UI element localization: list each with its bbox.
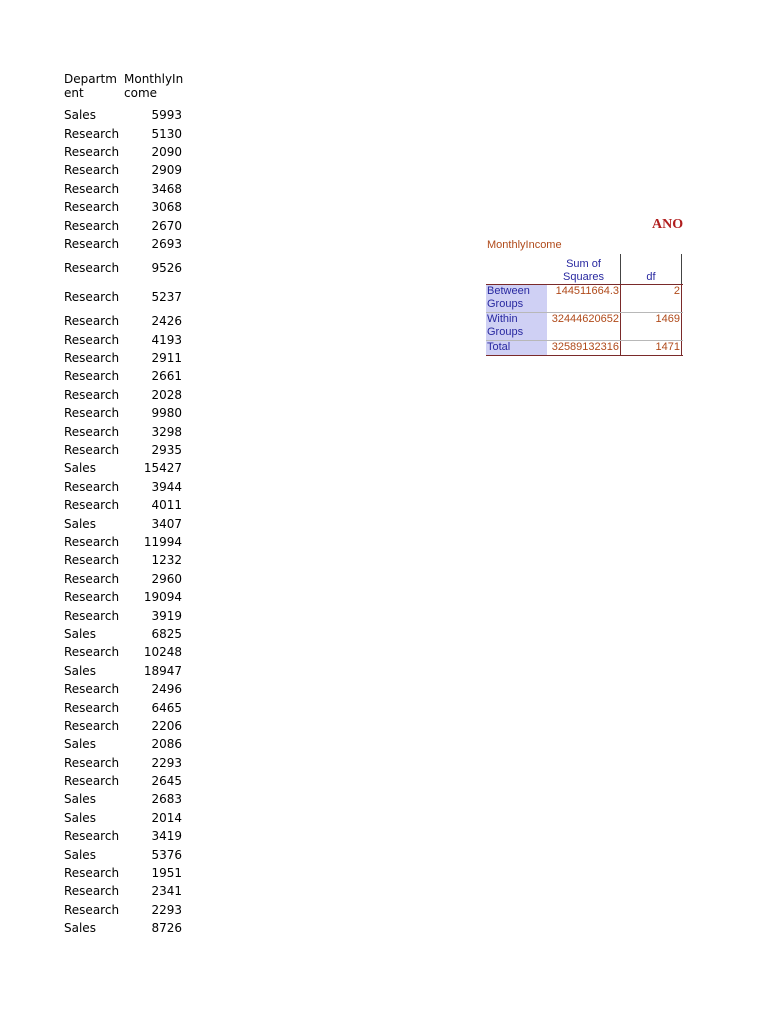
anova-table (486, 254, 683, 356)
table-row (64, 533, 189, 551)
monthly-income-cell: 15427 (143, 461, 182, 476)
monthly-income-cell: 2293 (151, 902, 182, 917)
table-row (64, 735, 189, 753)
table-row (64, 180, 189, 198)
department-cell: Research (64, 163, 120, 178)
table-row (64, 864, 189, 882)
table-row (64, 253, 189, 283)
table-row (64, 161, 189, 179)
data-table (64, 72, 189, 937)
anova-row-total (486, 340, 683, 356)
table-row (64, 198, 189, 216)
monthly-income-cell: 18947 (143, 663, 182, 678)
table-row (64, 919, 189, 937)
monthly-income-cell: 3419 (151, 829, 182, 844)
monthly-income-cell: 4193 (151, 332, 182, 347)
table-row (64, 901, 189, 919)
data-table-body (64, 106, 189, 937)
anova-row-label: Within Groups (486, 313, 547, 340)
monthly-income-cell: 4011 (151, 498, 182, 513)
department-cell: Research (64, 260, 120, 275)
monthly-income-cell: 3944 (151, 479, 182, 494)
table-row (64, 404, 189, 422)
anova-header-blank (486, 254, 547, 284)
table-row (64, 606, 189, 624)
monthly-income-cell: 10248 (143, 645, 182, 660)
monthly-income-cell: 1232 (151, 553, 182, 568)
department-cell: Research (64, 902, 120, 917)
table-row (64, 349, 189, 367)
anova-header-row (486, 254, 683, 284)
table-row (64, 790, 189, 808)
department-cell: Sales (64, 792, 96, 807)
table-row (64, 106, 189, 124)
department-cell: Research (64, 369, 120, 384)
monthly-income-cell: 2090 (151, 144, 182, 159)
monthly-income-cell: 2206 (151, 718, 182, 733)
table-row (64, 625, 189, 643)
anova-row-sum-of-squares: 32444620652 (551, 313, 619, 325)
anova-row-between-groups (486, 284, 683, 312)
department-cell: Research (64, 236, 120, 251)
table-row (64, 422, 189, 440)
department-cell: Sales (64, 626, 96, 641)
monthly-income-cell: 2909 (151, 163, 182, 178)
department-cell: Research (64, 443, 120, 458)
department-cell: Sales (64, 847, 96, 862)
department-cell: Sales (64, 810, 96, 825)
monthly-income-cell: 5376 (151, 847, 182, 862)
department-cell: Research (64, 553, 120, 568)
department-cell: Research (64, 424, 120, 439)
monthly-income-cell: 2293 (151, 755, 182, 770)
monthly-income-cell: 5993 (151, 108, 182, 123)
anova-row-df: 1471 (620, 341, 682, 355)
department-cell: Research (64, 700, 120, 715)
department-cell: Research (64, 332, 120, 347)
department-cell: Research (64, 181, 120, 196)
monthly-income-cell: 2911 (151, 351, 182, 366)
table-row (64, 514, 189, 532)
monthly-income-cell: 2693 (151, 236, 182, 251)
monthly-income-cell: 11994 (143, 535, 182, 549)
anova-row-sum-of-squares: 144511664.3 (555, 285, 619, 297)
department-cell: Research (64, 290, 120, 305)
monthly-income-cell: 2028 (151, 387, 182, 402)
table-row (64, 235, 189, 253)
department-cell: Research (64, 351, 120, 366)
header-monthly-income: MonthlyIncome (124, 72, 184, 100)
table-row (64, 143, 189, 161)
monthly-income-cell: 2670 (151, 218, 182, 233)
table-row (64, 496, 189, 514)
monthly-income-cell: 2086 (151, 737, 182, 752)
anova-row-df: 2 (620, 285, 682, 312)
monthly-income-cell: 3407 (151, 516, 182, 531)
table-row (64, 662, 189, 680)
monthly-income-cell: 6825 (151, 626, 182, 641)
monthly-income-cell: 2661 (151, 369, 182, 384)
table-row (64, 809, 189, 827)
table-row (64, 459, 189, 477)
department-cell: Research (64, 866, 120, 881)
table-row (64, 827, 189, 845)
table-row (64, 588, 189, 606)
table-row (64, 441, 189, 459)
table-row (64, 386, 189, 404)
department-cell: Research (64, 829, 120, 844)
department-cell: Research (64, 200, 120, 215)
department-cell: Research (64, 682, 120, 697)
department-cell: Research (64, 535, 120, 549)
anova-row-label: Total (486, 341, 547, 355)
monthly-income-cell: 2426 (151, 314, 182, 329)
department-cell: Sales (64, 516, 96, 531)
department-cell: Research (64, 479, 120, 494)
monthly-income-cell: 2645 (151, 774, 182, 789)
department-cell: Research (64, 608, 120, 623)
table-row (64, 570, 189, 588)
department-cell: Research (64, 718, 120, 733)
department-cell: Research (64, 144, 120, 159)
table-row (64, 478, 189, 496)
department-cell: Sales (64, 108, 96, 123)
anova-row-sum-of-squares: 32589132316 (551, 341, 619, 353)
department-cell: Sales (64, 461, 96, 476)
monthly-income-cell: 3068 (151, 200, 182, 215)
table-row (64, 754, 189, 772)
table-row (64, 698, 189, 716)
monthly-income-cell: 8726 (151, 921, 182, 936)
table-row (64, 283, 189, 313)
anova-header-df: df (620, 254, 682, 284)
table-row (64, 551, 189, 569)
table-row (64, 643, 189, 661)
monthly-income-cell: 5237 (151, 290, 182, 305)
monthly-income-cell: 2683 (151, 792, 182, 807)
department-cell: Research (64, 884, 120, 899)
monthly-income-cell: 1951 (151, 866, 182, 881)
table-row (64, 717, 189, 735)
table-row (64, 772, 189, 790)
department-cell: Research (64, 218, 120, 233)
monthly-income-cell: 19094 (143, 590, 182, 605)
monthly-income-cell: 3298 (151, 424, 182, 439)
anova-row-df: 1469 (620, 313, 682, 340)
monthly-income-cell: 2935 (151, 443, 182, 458)
department-cell: Research (64, 645, 120, 660)
table-row (64, 845, 189, 863)
table-row (64, 367, 189, 385)
monthly-income-cell: 5130 (151, 126, 182, 141)
monthly-income-cell: 9526 (151, 260, 182, 275)
table-row (64, 680, 189, 698)
monthly-income-cell: 2960 (151, 571, 182, 586)
header-department: Department (64, 72, 117, 100)
department-cell: Research (64, 590, 120, 605)
department-cell: Research (64, 571, 120, 586)
table-row (64, 331, 189, 349)
table-row (64, 882, 189, 900)
monthly-income-cell: 2014 (151, 810, 182, 825)
monthly-income-cell: 9980 (151, 406, 182, 421)
data-table-header (64, 72, 189, 106)
department-cell: Sales (64, 663, 96, 678)
table-row (64, 216, 189, 234)
monthly-income-cell: 2496 (151, 682, 182, 697)
anova-row-label: Between Groups (486, 285, 547, 312)
anova-subtitle: MonthlyIncome (487, 239, 562, 251)
department-cell: Research (64, 755, 120, 770)
department-cell: Research (64, 406, 120, 421)
monthly-income-cell: 2341 (151, 884, 182, 899)
department-cell: Research (64, 774, 120, 789)
monthly-income-cell: 3919 (151, 608, 182, 623)
anova-row-within-groups (486, 312, 683, 340)
anova-title: ANO (652, 217, 684, 232)
department-cell: Research (64, 126, 120, 141)
department-cell: Research (64, 387, 120, 402)
table-row (64, 312, 189, 330)
department-cell: Research (64, 498, 120, 513)
anova-header-sum-of-squares: Sum of Squares (563, 258, 604, 283)
table-row (64, 124, 189, 142)
monthly-income-cell: 6465 (151, 700, 182, 715)
department-cell: Research (64, 314, 120, 329)
monthly-income-cell: 3468 (151, 181, 182, 196)
department-cell: Sales (64, 737, 96, 752)
department-cell: Sales (64, 921, 96, 936)
